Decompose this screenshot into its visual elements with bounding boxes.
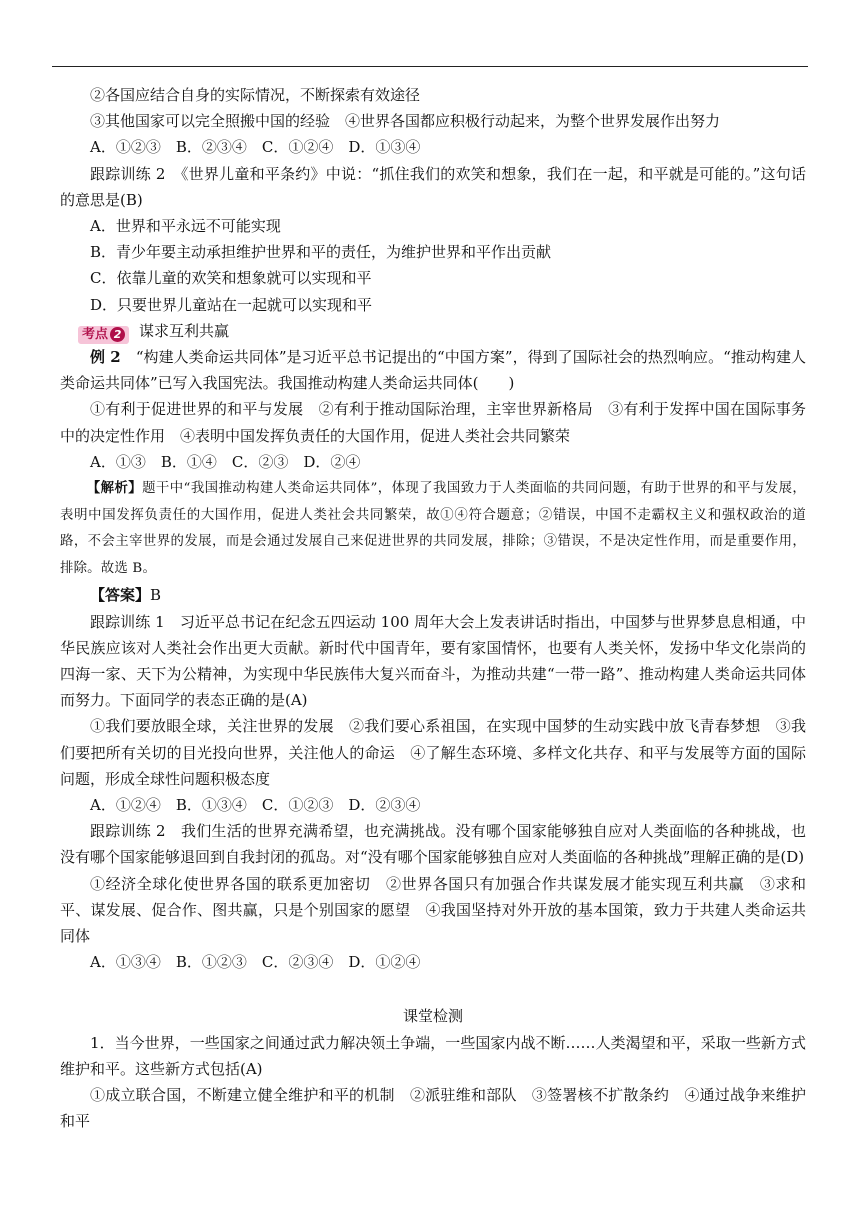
analysis-text: 题干中“我国推动构建人类命运共同体”，体现了我国致力于人类面临的共同问题，有助于世界的和平与发展，表明中国发挥负责任的大国作用，促进人类社会共同繁荣，故①④符合题意；②错误，中国不走霸权主义和强权政治的道路，不会主宰世界的发展，而是会通过发展自己来促进世界的共同发展，排除；③错误，不是决定性作用，而是重要作用，排除。故选 B。 xyxy=(60,481,806,576)
exercise-label: 跟踪训练 2 xyxy=(90,164,166,183)
exercise-label: 跟踪训练 1 xyxy=(90,612,165,631)
example-2 xyxy=(60,344,806,396)
analysis xyxy=(60,475,806,582)
exercise-label: 跟踪训练 2 xyxy=(90,822,166,841)
exercise-1-choices: A．①②④ B．①③④ C．①②③ D．②③④ xyxy=(90,796,421,815)
document-page xyxy=(60,82,806,1134)
question-1-options: ①成立联合国，不断建立健全维护和平的机制 ②派驻维和部队 ③签署核不扩散条约 ④通过战争来维护和平 xyxy=(60,1086,806,1131)
answer-value: B xyxy=(150,586,162,605)
example-label: 例 2 xyxy=(90,348,121,367)
section-classroom-check: 课堂检测 xyxy=(402,1007,463,1026)
kaodian-number: 2 xyxy=(110,327,125,342)
answer-choices: A．①②③ B．②③④ C．①②④ D．①③④ xyxy=(90,138,421,157)
tracking-exercise-2b xyxy=(60,818,806,870)
option-line-2: ②各国应结合自身的实际情况，不断探索有效途径 xyxy=(90,86,421,104)
choice-a: A．世界和平永远不可能实现 xyxy=(90,217,281,236)
kaodian-badge xyxy=(78,326,129,344)
choice-b: B．青少年要主动承担维护世界和平的责任，为维护世界和平作出贡献 xyxy=(90,243,552,262)
tracking-exercise-1 xyxy=(60,609,806,714)
answer-label: 【答案】 xyxy=(90,586,151,605)
tracking-exercise-2a xyxy=(60,161,806,213)
choice-d: D．只要世界儿童站在一起就可以实现和平 xyxy=(90,295,373,314)
exercise-text: 《世界儿童和平条约》中说：“抓住我们的欢笑和想象，我们在一起，和平就是可能的。”这句话的意思是(B) xyxy=(60,164,807,209)
analysis-label: 【解析】 xyxy=(86,480,143,497)
exercise-1-options: ①我们要放眼全球，关注世界的发展 ②我们要心系祖国，在实现中国梦的生动实践中放飞青春梦想 ③我们要把所有关切的目光投向世界，关注他人的命运 ④了解生态环境、多样文化共存、和平与发展等方面的国际问题，形成全球性问题积极态度 xyxy=(60,717,806,788)
header-rule xyxy=(52,66,808,67)
kaodian-label: 考点 xyxy=(82,326,109,342)
exercise-2-options: ①经济全球化使世界各国的联系更加密切 ②世界各国只有加强合作共谋发展才能实现互利共赢 ③求和平、谋发展、促合作、图共赢，只是个别国家的愿望 ④我国坚持对外开放的基本国策，致力于共建人类命运共同体 xyxy=(60,874,806,946)
exercise-2-choices: A．①③④ B．①②③ C．②③④ D．①②④ xyxy=(90,953,421,972)
question-1: 1．当今世界，一些国家之间通过武力解决领土争端，一些国家内战不断……人类渴望和平，采取一些新方式维护和平。这些新方式包括(A) xyxy=(60,1033,806,1078)
answer xyxy=(60,582,806,608)
exercise-text: 习近平总书记在纪念五四运动 100 周年大会上发表讲话时指出，中国梦与世界梦息息相通，中华民族应该对人类社会作出更大贡献。新时代中国青年，要有家国情怀，也要有人类关怀，发扬中华文化崇尚的四海一家、天下为公精神，为实现中华民族伟大复兴而奋斗，为推动共建“一带一路”、推动构建人类命运共同体而努力。下面同学的表态正确的是(A) xyxy=(60,612,806,710)
example-options: ①有利于促进世界的和平与发展 ②有利于推动国际治理，主宰世界新格局 ③有利于发挥中国在国际事务中的决定性作用 ④表明中国发挥负责任的大国作用，促进人类社会共同繁荣 xyxy=(60,400,806,445)
exercise-text: 我们生活的世界充满希望，也充满挑战。没有哪个国家能够独自应对人类面临的各种挑战，也没有哪个国家能够退回到自我封闭的孤岛。对“没有哪个国家能够独自应对人类面临的各种挑战”理解正确的是(D) xyxy=(60,822,806,867)
option-line-3-4: ③其他国家可以完全照搬中国的经验 ④世界各国都应积极行动起来，为整个世界发展作出努力 xyxy=(90,112,721,131)
example-choices: A．①③ B．①④ C．②③ D．②④ xyxy=(90,452,361,471)
section-heading xyxy=(60,318,806,344)
section-title: 谋求互利共赢 xyxy=(139,321,230,340)
example-text: “构建人类命运共同体”是习近平总书记提出的“中国方案”，得到了国际社会的热烈响应。“推动构建人类命运共同体”已写入我国宪法。我国推动构建人类命运共同体( ) xyxy=(60,348,806,393)
choice-c: C．依靠儿童的欢笑和想象就可以实现和平 xyxy=(90,269,372,288)
